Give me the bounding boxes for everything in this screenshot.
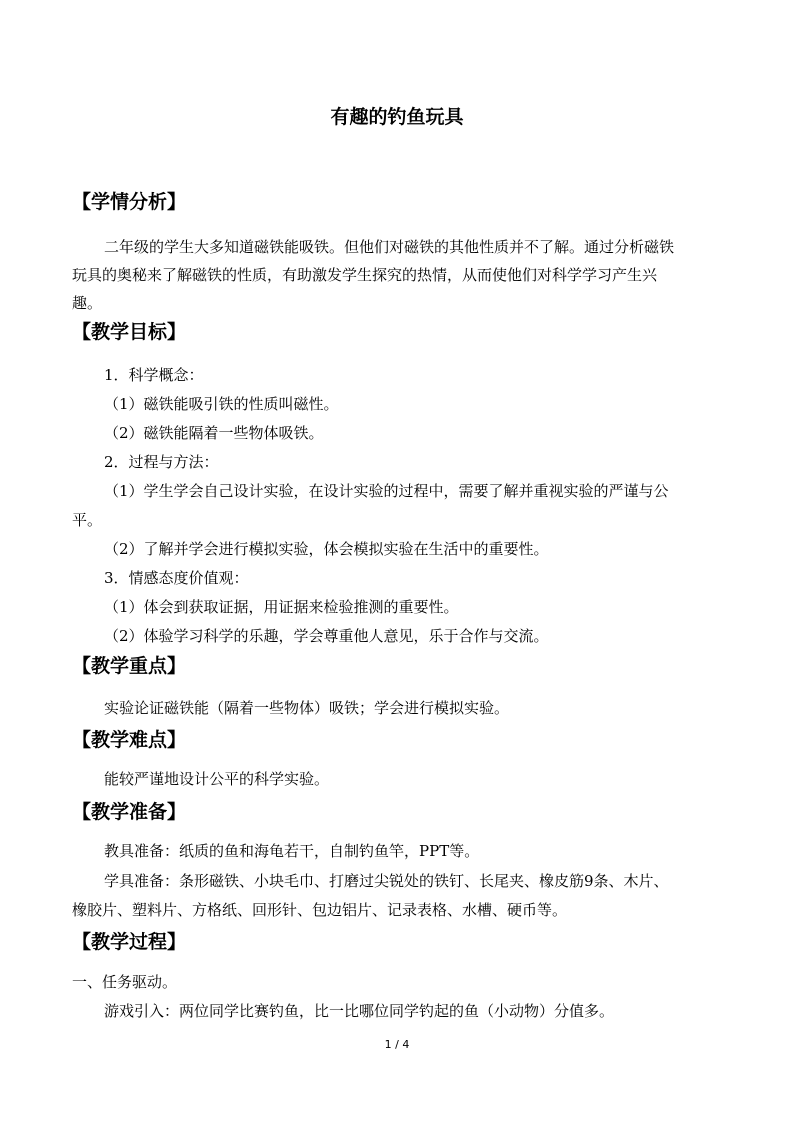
heading-mubiao: 【教学目标】 [72,321,187,343]
paragraph-line: （2）磁铁能隔着一些物体吸铁。 [104,424,324,442]
heading-zhunbei: 【教学准备】 [72,801,187,823]
heading-xueqing: 【学情分析】 [72,191,187,213]
heading-guocheng: 【教学过程】 [72,931,187,953]
paragraph-line: （2）了解并学会进行模拟实验，体会模拟实验在生活中的重要性。 [104,540,549,558]
paragraph-line: （1）磁铁能吸引铁的性质叫磁性。 [104,395,339,413]
paragraph-line: （1）学生学会自己设计实验，在设计实验的过程中，需要了解并重视实验的严谨与公 [104,482,669,500]
paragraph-line: 游戏引入：两位同学比赛钓鱼，比一比哪位同学钓起的鱼（小动物）分值多。 [104,1002,615,1020]
paragraph-line: 实验论证磁铁能（隔着一些物体）吸铁；学会进行模拟实验。 [104,699,510,717]
paragraph-line: 教具准备：纸质的鱼和海龟若干，自制钓鱼竿，PPT等。 [104,842,480,860]
paragraph-line: 3．情感态度价值观： [104,569,249,587]
paragraph-line: 学具准备：条形磁铁、小块毛巾、打磨过尖锐处的铁钉、长尾夹、橡皮筋9条、木片、 [104,872,669,890]
heading-zhongdian: 【教学重点】 [72,655,187,677]
paragraph-line: （1）体会到获取证据，用证据来检验推测的重要性。 [104,598,459,616]
document-title: 有趣的钓鱼玩具 [330,106,464,128]
paragraph-line: 趣。 [72,294,103,312]
paragraph-line: 一、任务驱动。 [72,973,178,991]
page-indicator: 1 / 4 [384,1038,410,1051]
paragraph-line: 玩具的奥秘来了解磁铁的性质，有助激发学生探究的热情，从而使他们对科学学习产生兴 [72,266,658,284]
paragraph-line: 橡胶片、塑料片、方格纸、回形针、包边铝片、记录表格、水槽、硬币等。 [72,901,568,919]
paragraph-line: 1．科学概念： [104,366,204,384]
paragraph-line: （2）体验学习科学的乐趣，学会尊重他人意见，乐于合作与交流。 [104,627,549,645]
paragraph-line: 能较严谨地设计公平的科学实验。 [104,770,330,788]
paragraph-line: 2．过程与方法： [104,453,219,471]
heading-nandian: 【教学难点】 [72,729,187,751]
paragraph-line: 二年级的学生大多知道磁铁能吸铁。但他们对磁铁的其他性质并不了解。通过分析磁铁 [104,238,675,256]
paragraph-line: 平。 [72,511,103,529]
